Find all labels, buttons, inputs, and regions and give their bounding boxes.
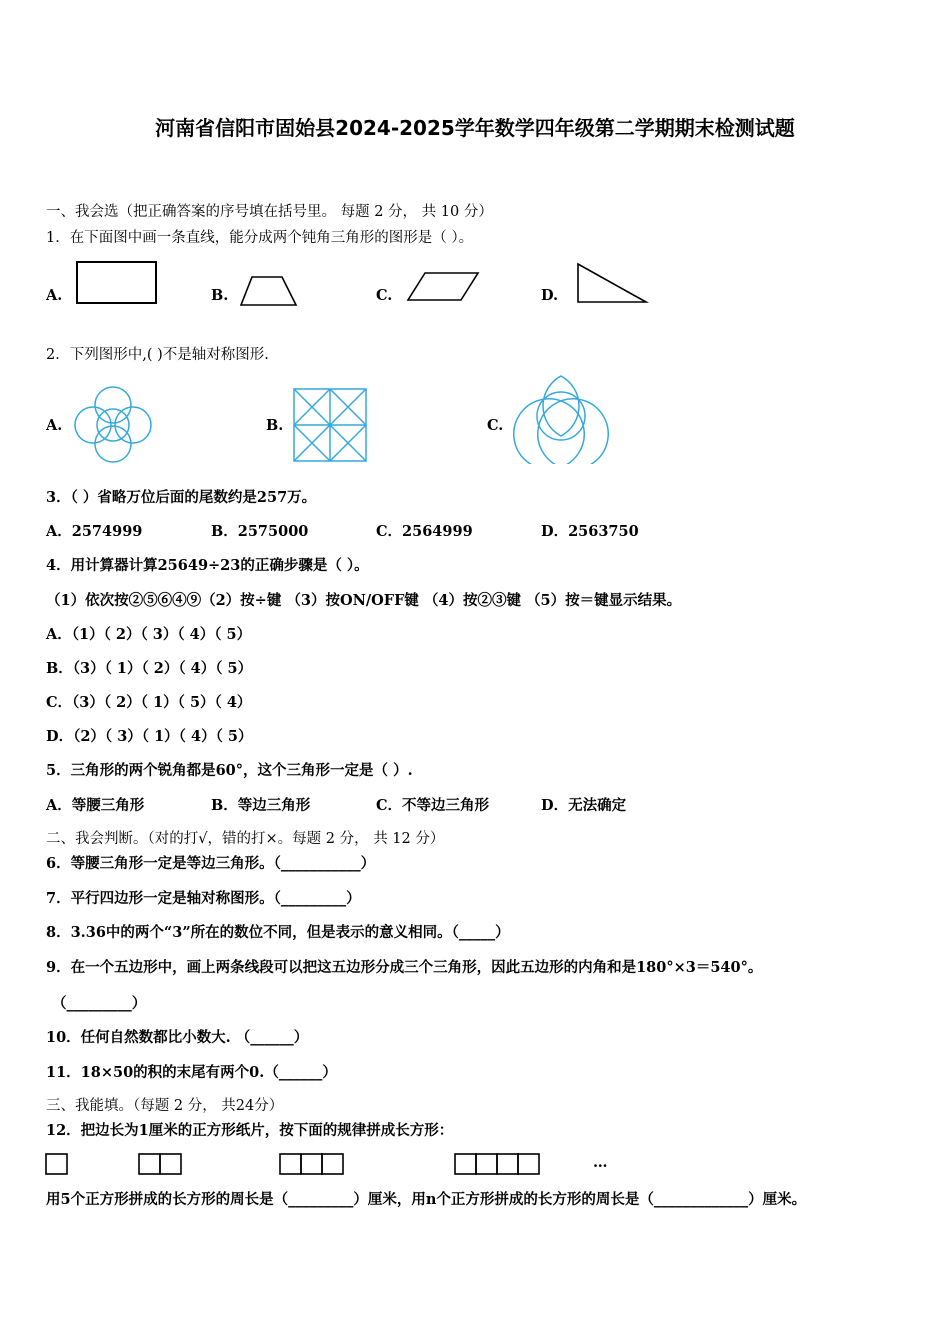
question-12-answer: 用5个正方形拼成的长方形的周长是（_________）厘米，用n个正方形拼成的长方形的周长是（_____________）厘米。: [46, 1191, 807, 1208]
question-3: 3．（ ）省略万位后面的尾数约是257万。: [46, 489, 317, 506]
question-2: 2．下列图形中,( )不是轴对称图形.: [46, 347, 269, 363]
square-pattern-figure: [44, 1152, 604, 1178]
question-1: 1．在下面图中画一条直线，能分成两个钝角三角形的图形是（ ）。: [46, 230, 474, 246]
four-circle-flower-figure: [72, 385, 154, 465]
question-8: 8．3.36中的两个“3”所在的数位不同，但是表示的意义相同。（_____）: [46, 924, 510, 941]
question-9: 9．在一个五边形中，画上两条线段可以把这五边形分成三个三角形，因此五边形的内角和是180°×3＝540°。: [46, 959, 763, 976]
q1-label-a: A.: [46, 287, 63, 304]
section-3-heading: 三、我能填。（每题 2 分， 共24分）: [46, 1098, 284, 1114]
q5-option-d: D．无法确定: [541, 797, 627, 814]
parallelogram-figure: [405, 270, 481, 304]
q3-option-a: A．2574999: [46, 523, 143, 540]
section-2-heading: 二、我会判断。（对的打√，错的打×。每题 2 分， 共 12 分）: [46, 831, 445, 847]
q2-label-c: C.: [487, 417, 504, 434]
q4-option-c: C．（3）（ 2）（ 1）（ 5）（ 4）: [46, 694, 252, 711]
question-6: 6．等腰三角形一定是等边三角形。（___________）: [46, 855, 376, 872]
q4-option-b: B．（3）（ 1）（ 2）（ 4）（ 5）: [46, 660, 253, 677]
q4-steps: （1）依次按②⑤⑥④⑨（2）按÷键 （3）按ON/OFF键 （4）按②③键 （5）按＝键显示结果。: [46, 592, 682, 609]
question-7: 7．平行四边形一定是轴对称图形。（_________）: [46, 890, 361, 907]
q3-option-c: C．2564999: [376, 523, 473, 540]
rectangle-figure: [74, 259, 160, 305]
three-petal-figure: [512, 374, 610, 464]
q3-option-d: D．2563750: [541, 523, 639, 540]
q2-label-a: A.: [46, 417, 63, 434]
pinwheel-figure: [292, 387, 370, 465]
page-title: 河南省信阳市固始县2024-2025学年数学四年级第二学期期末检测试题: [155, 116, 795, 140]
question-12: 12．把边长为1厘米的正方形纸片，按下面的规律拼成长方形：: [46, 1122, 454, 1139]
q5-option-a: A．等腰三角形: [46, 797, 145, 814]
q1-label-c: C.: [376, 287, 393, 304]
question-10: 10．任何自然数都比小数大. （______）: [46, 1029, 309, 1046]
q5-option-b: B．等边三角形: [211, 797, 311, 814]
right-triangle-figure: [574, 262, 650, 306]
question-11: 11．18×50的积的末尾有两个0.（______）: [46, 1064, 337, 1081]
q1-label-d: D.: [541, 287, 559, 304]
question-9-answer: （_________）: [52, 995, 147, 1012]
pattern-ellipsis: …: [593, 1154, 608, 1171]
q1-label-b: B.: [211, 287, 229, 304]
q4-option-d: D．（2）（ 3）（ 1）（ 4）（ 5）: [46, 728, 253, 745]
q3-option-b: B．2575000: [211, 523, 309, 540]
question-5: 5．三角形的两个锐角都是60°，这个三角形一定是（ ）.: [46, 762, 413, 779]
q2-label-b: B.: [266, 417, 284, 434]
section-1-heading: 一、我会选（把正确答案的序号填在括号里。 每题 2 分， 共 10 分）: [46, 204, 493, 220]
q5-option-c: C．不等边三角形: [376, 797, 490, 814]
trapezoid-figure: [238, 274, 300, 308]
question-4: 4．用计算器计算25649÷23的正确步骤是（ ）。: [46, 557, 369, 574]
q4-option-a: A．（1）（ 2）（ 3）（ 4）（ 5）: [46, 626, 252, 643]
